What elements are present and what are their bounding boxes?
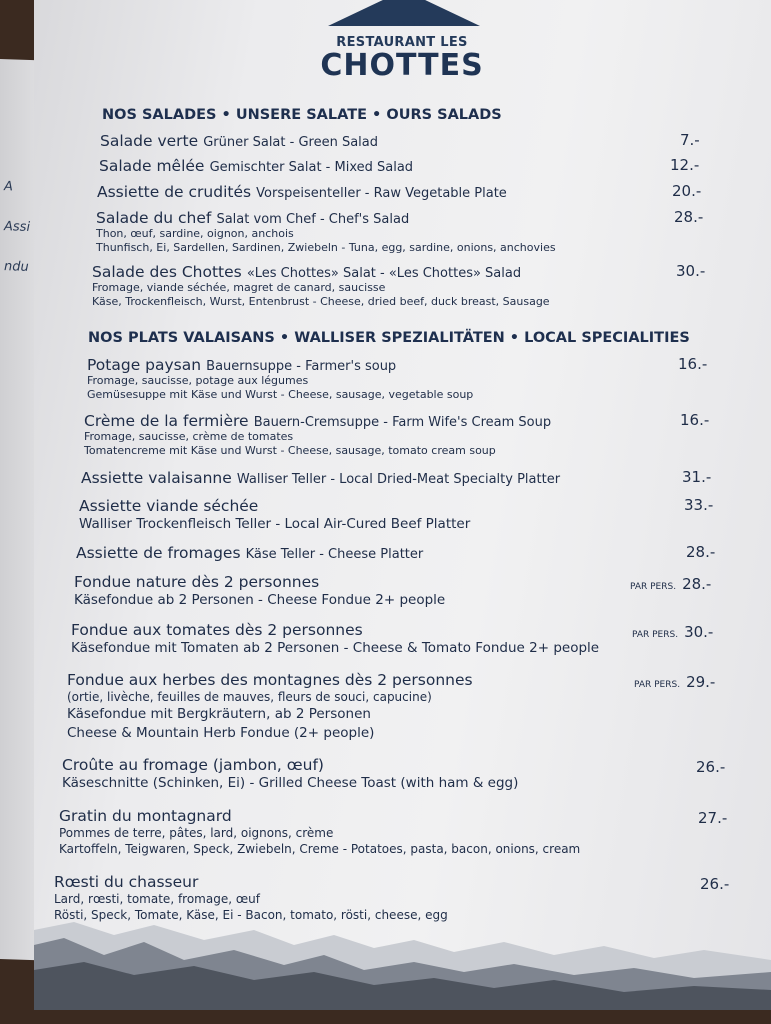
menu-item — [84, 411, 551, 458]
item-description: Kartoffeln, Teigwaren, Speck, Zwiebeln, Creme - Potatoes, pasta, bacon, onions, cream — [59, 842, 581, 856]
item-name: Crème de la fermière — [84, 412, 249, 430]
item-price: 31.- — [682, 468, 712, 486]
item-description: Lard, rœsti, tomate, fromage, œuf — [54, 892, 260, 906]
item-name: Fondue aux tomates dès 2 personnes — [71, 621, 363, 639]
item-description: Käsefondue mit Tomaten ab 2 Personen - Cheese & Tomato Fondue 2+ people — [71, 640, 600, 656]
mountain-illustration — [34, 900, 771, 1010]
item-name: Rœsti du chasseur — [54, 873, 199, 891]
item-description: Tomatencreme mit Käse und Wurst - Cheese, sausage, tomato cream soup — [84, 444, 496, 457]
item-price: 30.- — [676, 262, 706, 280]
item-translation: Käse Teller - Cheese Platter — [245, 547, 424, 562]
item-name: Salade verte — [100, 132, 199, 150]
item-translation: Grüner Salat - Green Salad — [203, 135, 379, 150]
salads-section-title: NOS SALADES • UNSERE SALATE • OURS SALADS — [102, 107, 502, 123]
item-description: Thunfisch, Ei, Sardellen, Sardinen, Zwiebeln - Tuna, egg, sardine, onions, anchovies — [96, 241, 556, 254]
price-value: 30.- — [684, 623, 714, 641]
item-translation: Bauern-Cremsuppe - Farm Wife's Cream Soup — [253, 415, 552, 430]
price-value: 28.- — [682, 575, 712, 593]
altitude-label: ALT. 2210 m — [378, 20, 426, 28]
item-price: 26.- — [696, 758, 726, 776]
item-translation: Walliser Teller - Local Dried-Meat Specialty Platter — [236, 472, 561, 487]
item-description: Rösti, Speck, Tomate, Käse, Ei - Bacon, tomato, rösti, cheese, egg — [54, 908, 448, 922]
item-description: Thon, œuf, sardine, oignon, anchois — [96, 227, 294, 240]
item-name: Gratin du montagnard — [59, 807, 232, 825]
item-translation: Vorspeisenteller - Raw Vegetable Plate — [256, 186, 507, 201]
item-price: 26.- — [700, 875, 730, 893]
item-description: Käse, Trockenfleisch, Wurst, Entenbrust - Cheese, dried beef, duck breast, Sausage — [92, 295, 550, 308]
menu-item — [99, 156, 413, 175]
per-person-label: PAR PERS. — [634, 680, 681, 690]
item-description: Cheese & Mountain Herb Fondue (2+ people) — [67, 725, 375, 741]
item-price: 16.- — [678, 355, 708, 373]
item-description: Käseschnitte (Schinken, Ei) - Grilled Cheese Toast (with ham & egg) — [62, 775, 519, 791]
item-translation: Gemischter Salat - Mixed Salad — [209, 160, 414, 175]
item-description: Fromage, saucisse, potage aux légumes — [87, 374, 309, 387]
restaurant-label: RESTAURANT LES — [336, 35, 468, 50]
restaurant-header — [302, 0, 502, 82]
item-description: Walliser Trockenfleisch Teller - Local Air-Cured Beef Platter — [79, 516, 471, 532]
menu-item — [96, 208, 556, 255]
item-name: Assiette valaisanne — [81, 469, 232, 487]
restaurant-name: CHOTTES — [320, 48, 484, 83]
back-page-text: A — [4, 179, 13, 195]
item-price — [632, 623, 713, 641]
item-name: Fondue aux herbes des montagnes dès 2 personnes — [67, 671, 473, 689]
price-value: 29.- — [686, 673, 716, 691]
item-translation: «Les Chottes» Salat - «Les Chottes» Salad — [246, 266, 522, 281]
menu-item — [76, 543, 423, 562]
item-price: 33.- — [684, 496, 714, 514]
item-translation: Bauernsuppe - Farmer's soup — [206, 359, 397, 374]
item-name: Croûte au fromage (jambon, œuf) — [62, 756, 324, 774]
menu-item — [71, 620, 599, 658]
item-name: Fondue nature dès 2 personnes — [74, 573, 320, 591]
item-price: 7.- — [680, 131, 700, 149]
menu-item — [100, 131, 378, 150]
item-name: Salade mêlée — [99, 157, 205, 175]
item-price — [634, 673, 715, 691]
item-description: Pommes de terre, pâtes, lard, oignons, crème — [59, 826, 334, 840]
item-price: 12.- — [670, 156, 700, 174]
item-description: Käsefondue mit Bergkräutern, ab 2 Personen — [67, 706, 371, 722]
back-page-text: Assi — [4, 219, 31, 236]
menu-item — [59, 806, 580, 857]
item-name: Assiette viande séchée — [79, 497, 259, 515]
item-price: 28.- — [674, 208, 704, 226]
back-page-text: ndu — [4, 259, 29, 275]
menu-item — [97, 182, 507, 201]
item-description: Fromage, saucisse, crème de tomates — [84, 430, 294, 443]
item-description: Gemüsesuppe mit Käse und Wurst - Cheese, sausage, vegetable soup — [87, 388, 474, 401]
menu-item — [87, 355, 473, 402]
item-name: Assiette de crudités — [97, 183, 252, 201]
per-person-label: PAR PERS. — [630, 582, 677, 592]
menu-item — [74, 572, 445, 610]
item-name: Potage paysan — [87, 356, 202, 374]
specialities-section-title: NOS PLATS VALAISANS • WALLISER SPEZIALITÄTEN • LOCAL SPECIALITIES — [88, 330, 690, 346]
item-description: Fromage, viande séchée, magret de canard, saucisse — [92, 281, 386, 294]
menu-item — [79, 496, 470, 534]
item-name: Salade des Chottes — [92, 263, 242, 281]
item-description: (ortie, livèche, feuilles de mauves, fleurs de souci, capucine) — [67, 690, 432, 704]
item-name: Salade du chef — [96, 209, 212, 227]
item-name: Assiette de fromages — [76, 544, 241, 562]
menu-item — [67, 670, 473, 743]
menu-page — [34, 0, 771, 1010]
menu-item — [81, 468, 560, 487]
menu-item — [92, 262, 550, 309]
item-price: 27.- — [698, 809, 728, 827]
item-price: 16.- — [680, 411, 710, 429]
item-price — [630, 575, 711, 593]
menu-item — [62, 755, 518, 793]
per-person-label: PAR PERS. — [632, 630, 679, 640]
item-price: 28.- — [686, 543, 716, 561]
item-price: 20.- — [672, 182, 702, 200]
item-description: Käsefondue ab 2 Personen - Cheese Fondue 2+ people — [74, 592, 446, 608]
item-translation: Salat vom Chef - Chef's Salad — [216, 212, 410, 227]
